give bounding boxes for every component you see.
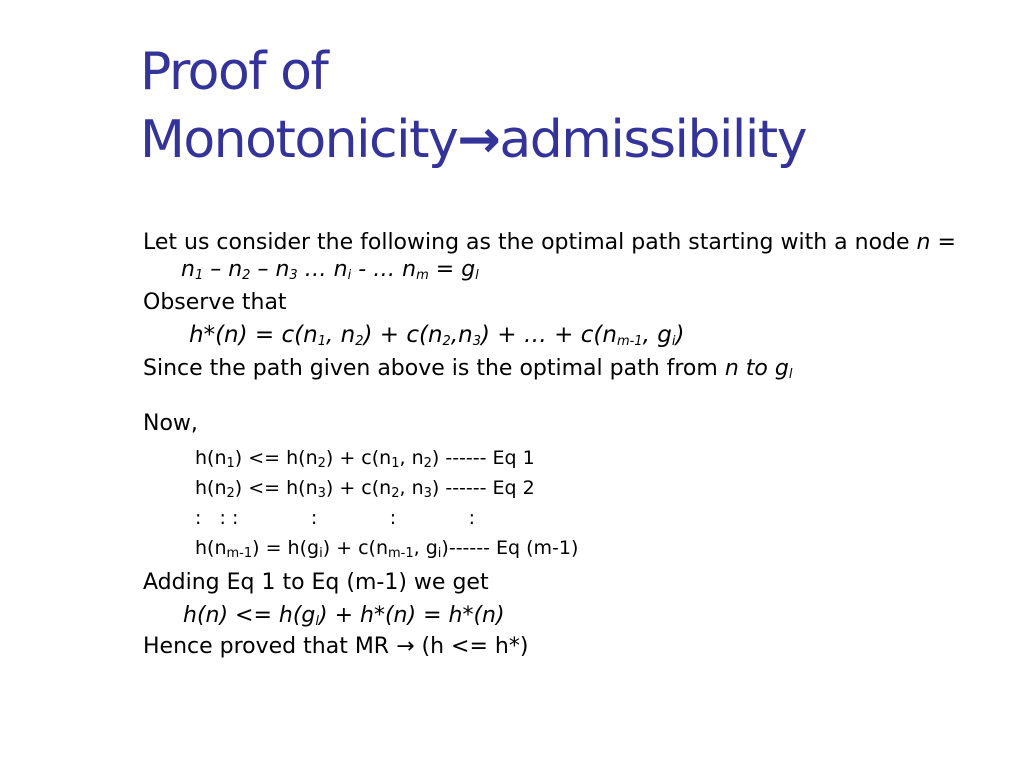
- equation-hstar: $h*(n) = c(n_1$, $n_2) + c(n_2,n_3)$ + … + $c(n_{m-1}$, $g_i$): [189, 322, 685, 349]
- paragraph-text: Let us consider the following as the optimal path starting with a node: [143, 230, 917, 255]
- equation-ellipsis-row: : : : : : :: [195, 507, 475, 529]
- equation-m-1: $h(n_{m-1}) = h(g_i) + c(n_{m-1}$, $g_i)------$ Eq (m-1): [195, 537, 579, 561]
- path-expression: $n = n_1 - n_2 - n_3$ … $n_i$ - … $n_m = g_l$: [181, 230, 956, 283]
- slide-body: [143, 229, 973, 666]
- spacer: [143, 388, 973, 410]
- equation-1: $h(n_1) <= h(n_2) + c(n_1$, $n_2$) ------ Eq 1: [195, 447, 535, 471]
- paragraph-now: Now,: [143, 411, 198, 436]
- right-arrow-icon: →: [457, 110, 500, 170]
- equation-result: $h(n) <= h(g_l) + h*(n) = h*(n)$: [183, 603, 505, 629]
- paragraph-observe: Observe that: [143, 290, 287, 315]
- title-line-1: Proof of: [140, 42, 328, 102]
- paragraph-conclusion: Hence proved that MR → (h <= h*): [143, 634, 529, 659]
- paragraph-optimal-path: [143, 229, 973, 283]
- equation-2: $h(n_2) <= h(n_3) + c(n_2$, $n_3$) ------ Eq 2: [195, 477, 535, 501]
- paragraph-since: Since the path given above is the optimal path from n to $g_l$: [143, 356, 793, 382]
- paragraph-adding: Adding Eq 1 to Eq (m-1) we get: [143, 570, 489, 595]
- title-admissibility: admissibility: [499, 110, 806, 170]
- title-monotonicity: Monotonicity: [140, 110, 458, 170]
- slide-title: [140, 38, 1000, 174]
- title-line-2: [140, 106, 1000, 174]
